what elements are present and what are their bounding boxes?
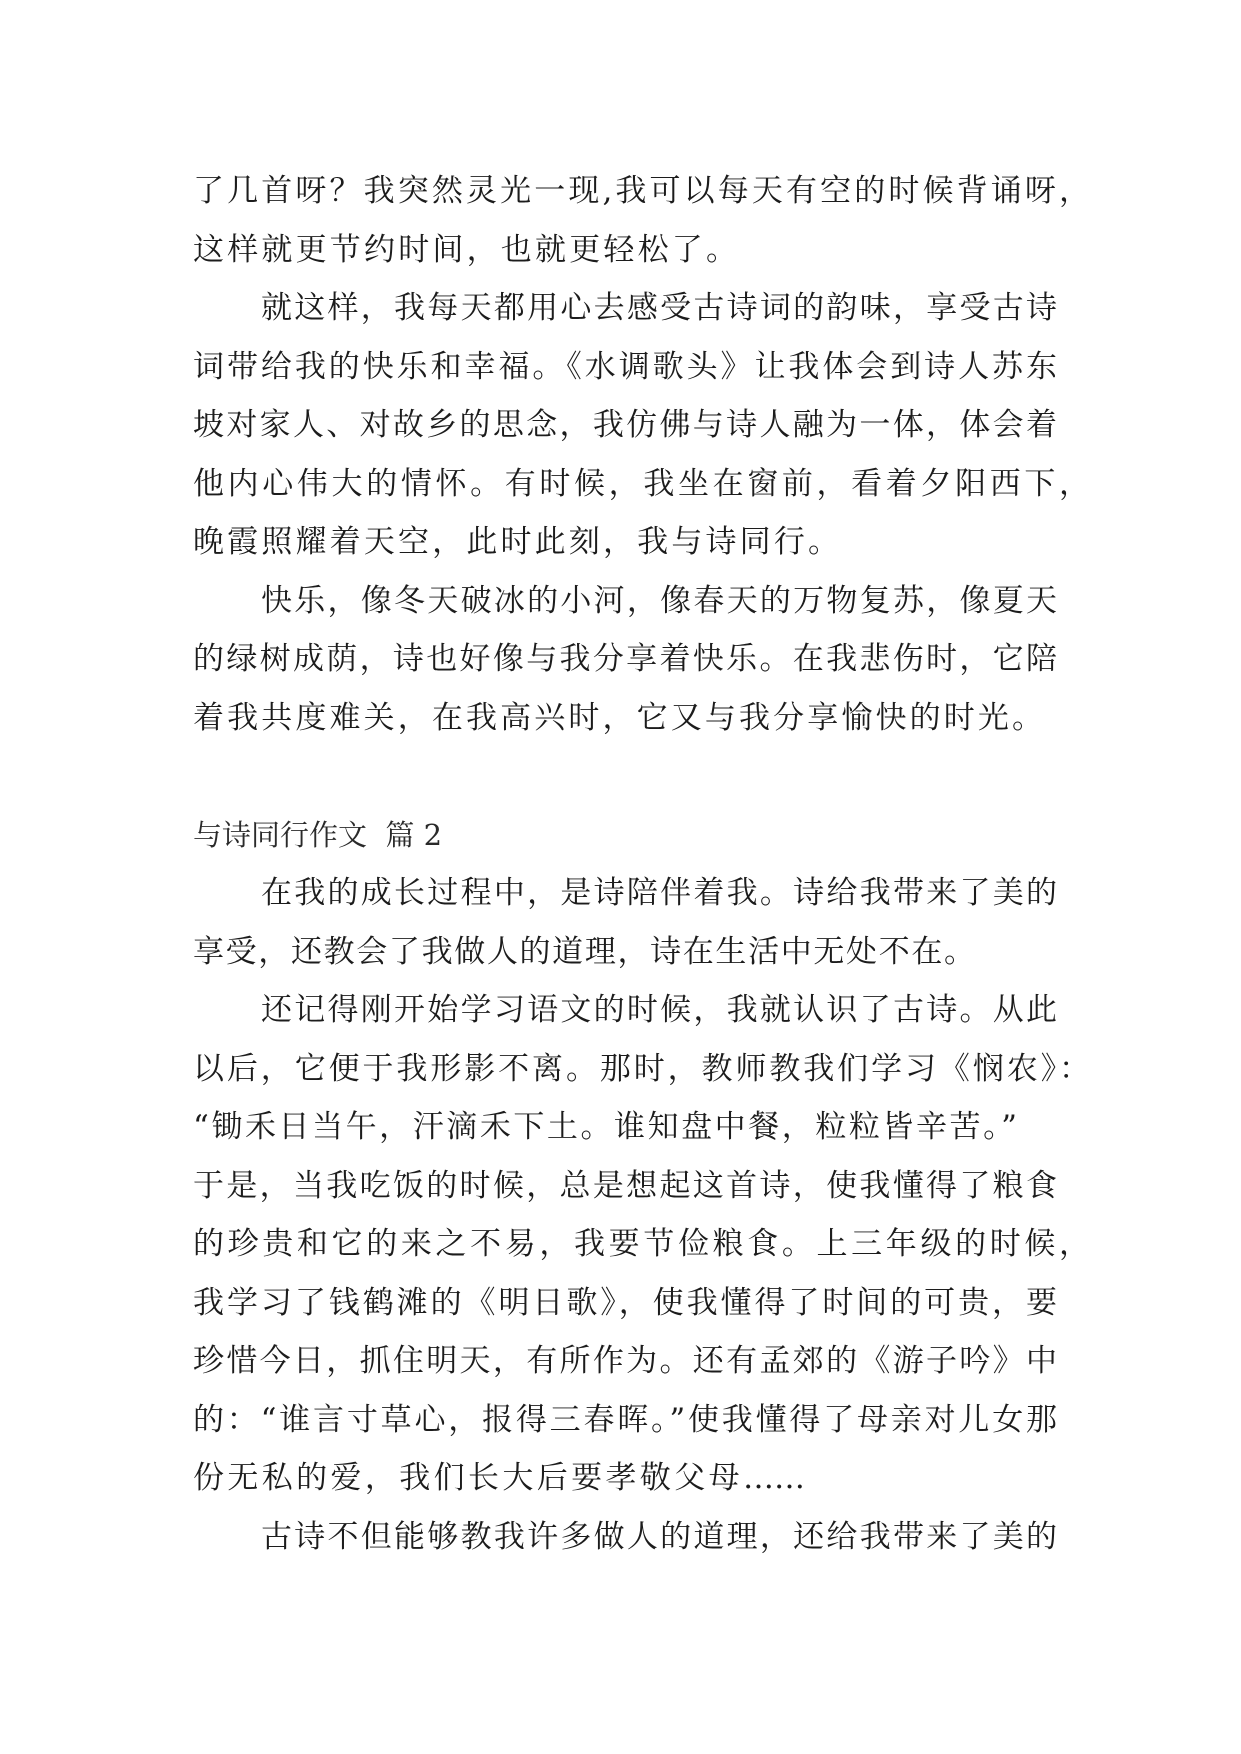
- text-line: 的珍贵和它的来之不易，我要节俭粮食。上三年级的时候，: [193, 1226, 1090, 1262]
- text-line: 享受，还教会了我做人的道理，诗在生活中无处不在。: [193, 933, 975, 970]
- text-line: 于是，当我吃饭的时候，总是想起这首诗，使我懂得了粮食: [193, 1167, 1057, 1204]
- paragraph-spacer: [193, 747, 1153, 806]
- text-line: 以后，它便于我形影不离。那时，教师教我们学习《悯农》：: [193, 1050, 1090, 1087]
- paragraph: [193, 981, 1153, 1508]
- paragraph: [193, 572, 1153, 748]
- paragraph: [193, 162, 1153, 279]
- text-line: 我学习了钱鹤滩的《明日歌》，使我懂得了时间的可贵，要: [193, 1284, 1057, 1321]
- text-line: 坡对家人、对故乡的思念，我仿佛与诗人融为一体，体会着: [193, 407, 1057, 443]
- text-line: 珍惜今日，抓住明天，有所作为。还有孟郊的《游子吟》中: [193, 1343, 1057, 1379]
- text-line: 快乐，像冬天破冰的小河，像春天的万物复苏，像夏天: [261, 582, 1057, 619]
- text-line: 在我的成长过程中，是诗陪伴着我。诗给我带来了美的: [261, 875, 1057, 911]
- text-line: 词带给我的快乐和幸福。《水调歌头》让我体会到诗人苏东: [193, 348, 1057, 385]
- section-heading: 与诗同行作文 篇 2: [193, 817, 443, 852]
- text-line: 古诗不但能够教我许多做人的道理，还给我带来了美的: [261, 1518, 1057, 1555]
- text-line: 着我共度难关，在我高兴时，它又与我分享愉快的时光。: [193, 699, 1043, 736]
- text-line: 就这样，我每天都用心去感受古诗词的韵味，享受古诗: [261, 290, 1057, 326]
- paragraph: [193, 279, 1153, 572]
- document-body: [193, 162, 1153, 1566]
- text-line: 份无私的爱，我们长大后要孝敬父母……: [193, 1460, 805, 1496]
- text-line: 的绿树成荫，诗也好像与我分享着快乐。在我悲伤时，它陪: [193, 641, 1057, 677]
- text-line: 的：“谁言寸草心，报得三春晖。”使我懂得了母亲对儿女那: [193, 1401, 1057, 1438]
- text-line: 这样就更节约时间，也就更轻松了。: [193, 231, 737, 268]
- text-line: “锄禾日当午，汗滴禾下土。谁知盘中餐，粒粒皆辛苦。”: [193, 1109, 1017, 1145]
- text-line: 了几首呀？我突然灵光一现,我可以每天有空的时候背诵呀，: [193, 173, 1090, 209]
- text-line: 晚霞照耀着天空，此时此刻，我与诗同行。: [193, 524, 839, 560]
- paragraph: [193, 864, 1153, 981]
- text-line: 还记得刚开始学习语文的时候，我就认识了古诗。从此: [261, 992, 1057, 1028]
- text-line: 他内心伟大的情怀。有时候，我坐在窗前，看着夕阳西下，: [193, 465, 1090, 502]
- paragraph: [193, 1508, 1153, 1567]
